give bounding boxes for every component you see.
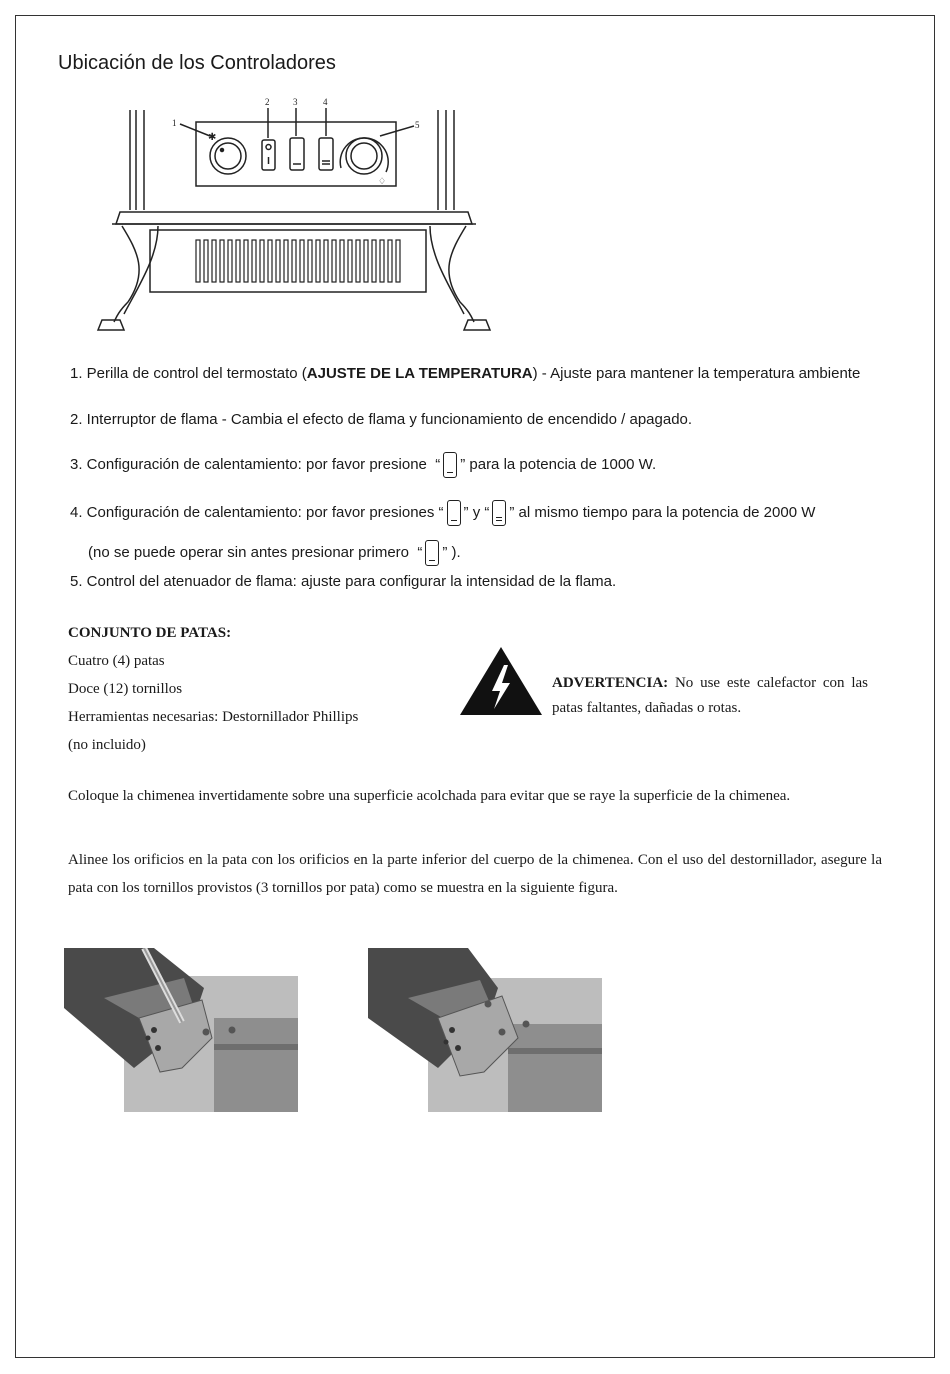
legs-line: Cuatro (4) patas (68, 653, 165, 669)
button-single-line-icon (425, 540, 439, 566)
callout-3: 3 (293, 97, 298, 107)
button-single-line-icon (443, 452, 457, 478)
warning-text: ADVERTENCIA: No use este calefactor con las patas faltantes, dañadas o rotas. (552, 675, 868, 716)
control-item-4-note: (no se puede operar sin antes presionar primero “ ” ). (88, 540, 900, 566)
leg-attach-photo-2 (368, 948, 604, 1114)
instruction-paragraph: Alinee los orificios en la pata con los orificios en la parte inferior del cuerpo de la chimenea. Con el uso del destornillador, asegure la pata con los tornillos provistos (3 tornillos por pata) como se muestra en la siguiente figura. (68, 852, 882, 896)
control-item-5: 5. Control del atenuador de flama: ajuste para configurar la intensidad de la flama. (70, 573, 617, 590)
control-item-3: 3. Configuración de calentamiento: por favor presione “ ” para la potencia de 1000 W. (70, 452, 882, 478)
legs-heading: CONJUNTO DE PATAS: (68, 625, 232, 641)
flame-icon: ♢ (378, 177, 387, 187)
instruction-paragraph: Coloque la chimenea invertidamente sobre una superficie acolchada para evitar que se raye la superficie de la chimenea. (68, 788, 791, 804)
control-item-1: 1. Perilla de control del termostato (AJUSTE DE LA TEMPERATURA) - Ajuste para mantener la temperatura ambiente (70, 365, 861, 382)
electric-hazard-icon (458, 645, 544, 717)
sun-icon: ✱ (208, 132, 217, 143)
callout-1: 1 (172, 118, 177, 128)
button-double-line-icon (492, 500, 506, 526)
legs-line: Herramientas necesarias: Destornillador Phillips (68, 709, 359, 725)
legs-line: Doce (12) tornillos (68, 681, 183, 697)
control-panel-diagram (88, 92, 508, 352)
control-item-4: 4. Configuración de calentamiento: por favor presiones “ ” y “ ” al mismo tiempo para la potencia de 2000 W (70, 500, 882, 526)
button-single-line-icon (447, 500, 461, 526)
leg-attach-photo-1 (64, 948, 300, 1114)
callout-4: 4 (323, 97, 328, 107)
page-title: Ubicación de los Controladores (58, 52, 336, 74)
control-item-2: 2. Interruptor de flama - Cambia el efecto de flama y funcionamiento de encendido / apagado. (70, 411, 693, 428)
callout-2: 2 (265, 97, 270, 107)
callout-5: 5 (415, 120, 420, 130)
legs-line: (no incluido) (68, 737, 146, 753)
